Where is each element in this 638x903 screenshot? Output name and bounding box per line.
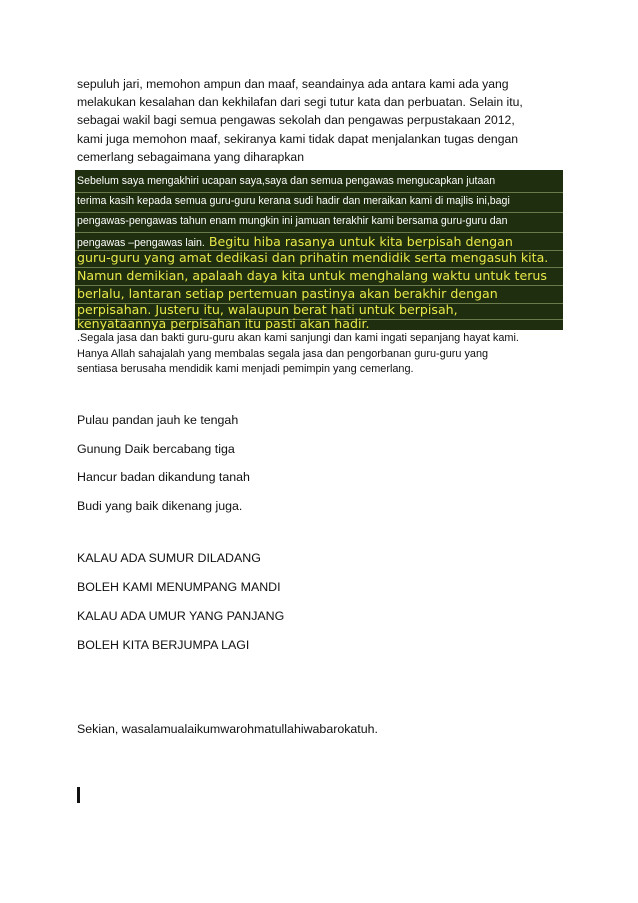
paragraph-line: kami juga memohon maaf, sekiranya kami tidak dapat menjalankan tugas dengan — [77, 131, 519, 146]
paragraph-line: sentiasa berusaha mendidik kami menjadi pemimpin yang cemerlang. — [77, 363, 414, 376]
box-divider — [75, 192, 563, 193]
pantun-2-line: KALAU ADA UMUR YANG PANJANG — [77, 609, 285, 623]
pantun-2-line: BOLEH KITA BERJUMPA LAGI — [77, 638, 250, 652]
pantun-1-line: Gunung Daik bercabang tiga — [77, 442, 235, 456]
paragraph-line: sebagai wakil bagi semua pengawas sekolah dan pengawas perpustakaan 2012, — [77, 113, 515, 128]
pantun-2-line: KALAU ADA SUMUR DILADANG — [77, 551, 261, 565]
paragraph-line: Hanya Allah sahajalah yang membalas segala jasa dan pengorbanan guru-guru yang — [77, 347, 489, 360]
box-line: pengawas-pengawas tahun enam mungkin ini jamuan terakhir kami bersama guru-guru dan — [77, 215, 508, 227]
paragraph-line: .Segala jasa dan bakti guru-guru akan kami sanjungi dan kami ingati sepanjang hayat kami. — [77, 332, 519, 344]
closing-greeting: Sekian, wasalamualaikumwarohmatullahiwabarokatuh. — [77, 722, 378, 736]
box-large-line: kenyataannya perpisahan itu pasti akan hadir. — [77, 316, 370, 331]
box-line: terima kasih kepada semua guru-guru kerana sudi hadir dan meraikan kami di majlis ini,bagi — [77, 195, 510, 207]
box-mixed-large-text: Begitu hiba rasanya untuk kita berpisah dengan — [204, 234, 513, 249]
box-large-line: perpisahan. Justeru itu, walaupun berat hati untuk berpisah, — [77, 302, 458, 317]
highlighted-text-box — [75, 170, 563, 330]
pantun-1-line: Pulau pandan jauh ke tengah — [77, 413, 239, 427]
opening-paragraph — [77, 75, 577, 166]
pantun-1-line: Budi yang baik dikenang juga. — [77, 499, 243, 513]
pantun-1-line: Hancur badan dikandung tanah — [77, 470, 250, 484]
box-mixed-small-text: pengawas –pengawas lain. — [77, 237, 205, 249]
paragraph-line: sepuluh jari, memohon ampun dan maaf, seandainya ada antara kami ada yang — [77, 77, 509, 91]
text-cursor — [77, 787, 80, 803]
box-divider — [75, 212, 563, 213]
box-large-line: Namun demikian, apalaah daya kita untuk menghalang waktu untuk terus — [77, 268, 547, 283]
paragraph-line: melakukan kesalahan dan kekhilafan dari segi tutur kata dan perbuatan. Selain itu, — [77, 95, 523, 110]
box-large-line: guru-guru yang amat dedikasi dan prihatin mendidik serta mengasuh kita. — [77, 250, 549, 265]
box-line: Sebelum saya mengakhiri ucapan saya,saya dan semua pengawas mengucapkan jutaan — [77, 175, 496, 187]
paragraph-line: cemerlang sebagaimana yang diharapkan — [77, 149, 304, 164]
box-large-line: berlalu, lantaran setiap pertemuan pastinya akan berakhir dengan — [77, 286, 498, 301]
pantun-2-line: BOLEH KAMI MENUMPANG MANDI — [77, 580, 281, 594]
gratitude-paragraph — [77, 331, 577, 378]
